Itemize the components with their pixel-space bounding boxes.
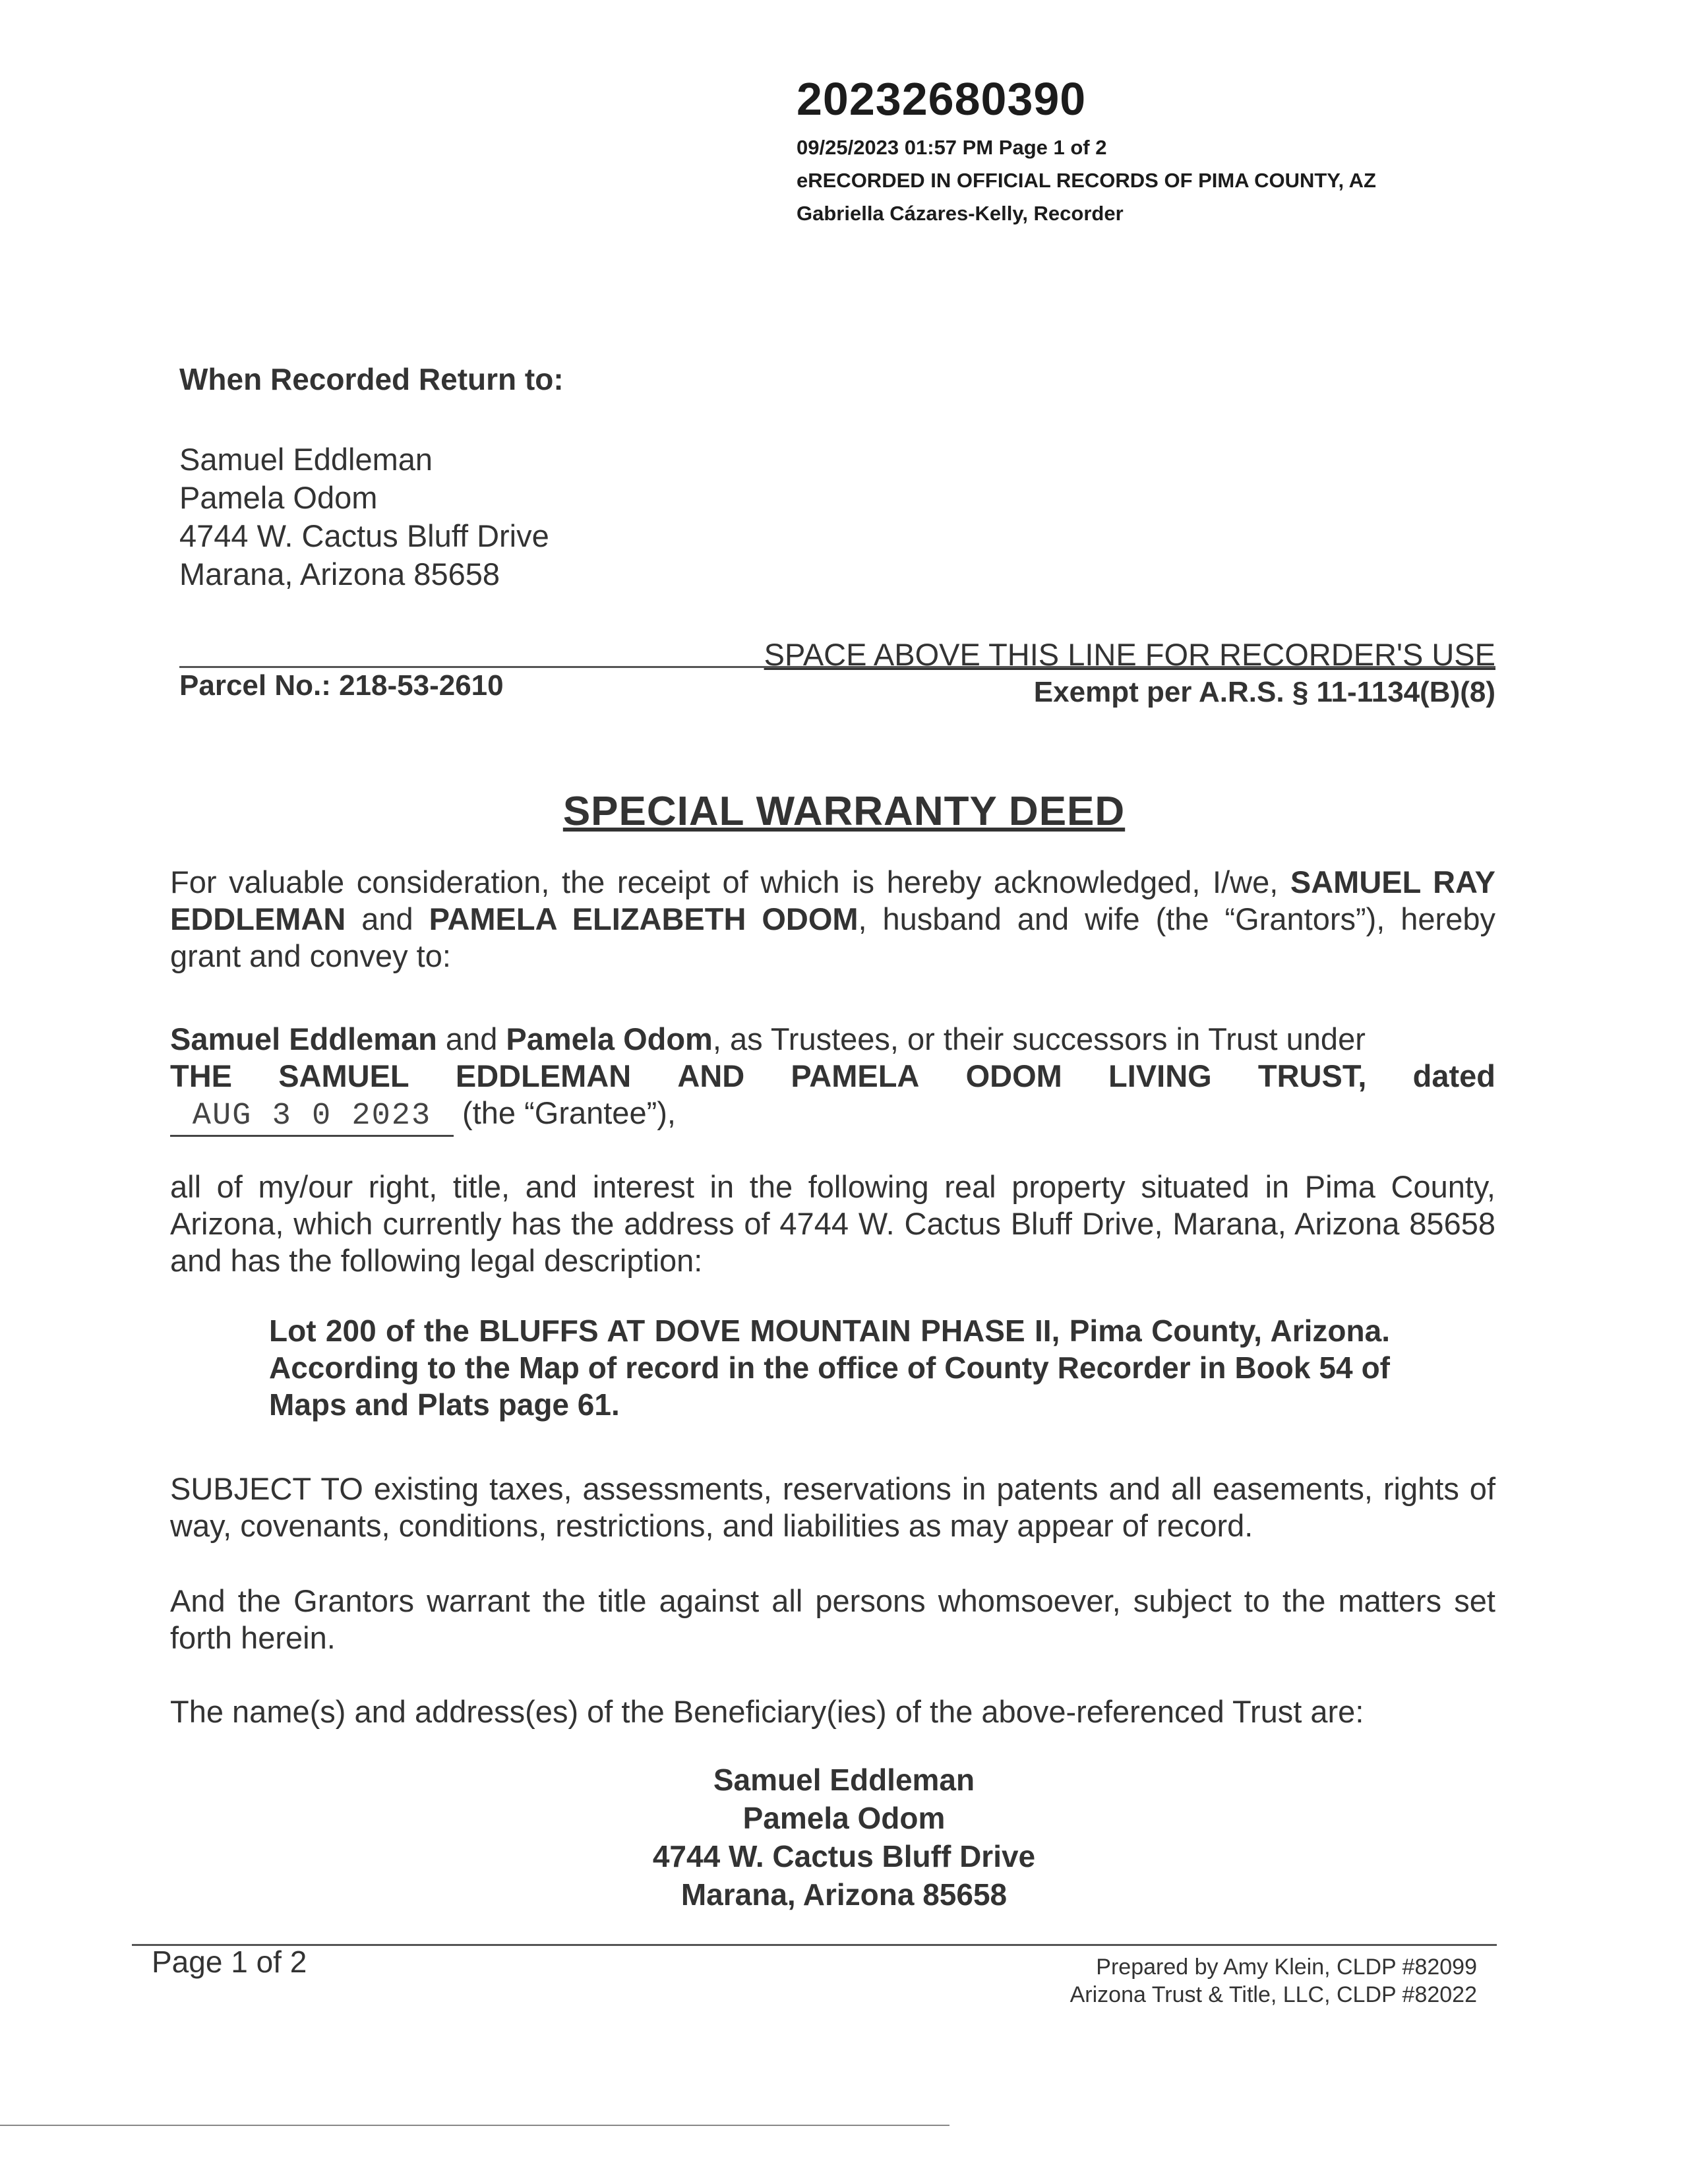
- return-to-line: 4744 W. Cactus Bluff Drive: [179, 518, 549, 553]
- grantee-text: (the “Grantee”),: [454, 1095, 676, 1130]
- preparer-info: [1070, 1953, 1477, 2009]
- trust-date-stamp: AUG 3 0 2023: [170, 1098, 454, 1137]
- trust-word: SAMUEL: [278, 1058, 409, 1093]
- beneficiary-line: Marana, Arizona 85658: [680, 1877, 1008, 1912]
- prepared-by: Prepared by Amy Klein, CLDP #82099: [1096, 1955, 1477, 1980]
- trust-word: PAMELA: [791, 1058, 920, 1093]
- recording-office: eRECORDED IN OFFICIAL RECORDS OF PIMA COUNTY, AZ: [797, 169, 1376, 192]
- recording-number: 20232680390: [797, 73, 1087, 125]
- legal-description: Lot 200 of the BLUFFS AT DOVE MOUNTAIN PHASE II, Pima County, Arizona. According to the Map of record in the office of County Recorder in Book 54 of Maps and Plats page 61.: [269, 1314, 1390, 1422]
- document-title: SPECIAL WARRANTY DEED: [562, 789, 1126, 834]
- recorders-use-divider: [179, 666, 1495, 668]
- grant-text: and: [346, 901, 429, 936]
- grant-paragraph: [170, 864, 1495, 975]
- recorder-name: Gabriella Cázares-Kelly, Recorder: [797, 202, 1124, 225]
- trustee-name-2: Pamela Odom: [506, 1021, 713, 1056]
- page-number: Page 1 of 2: [152, 1945, 307, 1979]
- trust-word: dated: [1412, 1058, 1495, 1093]
- return-to-line: Marana, Arizona 85658: [179, 557, 500, 592]
- grant-text: , husband and wife (the “Grantors”), hereby grant and convey to:: [170, 901, 1495, 973]
- return-to-line: Pamela Odom: [179, 480, 378, 515]
- trust-word: LIVING: [1108, 1058, 1212, 1093]
- beneficiary-line: Pamela Odom: [742, 1801, 946, 1835]
- return-to-heading: When Recorded Return to:: [179, 362, 564, 396]
- beneficiary-line: 4744 W. Cactus Bluff Drive: [652, 1839, 1036, 1873]
- grant-text: For valuable consideration, the receipt of which is hereby acknowledged, I/we,: [170, 864, 1290, 899]
- warranty-paragraph: And the Grantors warrant the title against all persons whomsoever, subject to the matters set forth herein.: [170, 1583, 1495, 1655]
- trust-word: TRUST,: [1257, 1058, 1367, 1093]
- grantee-paragraph: [170, 1021, 1495, 1137]
- grantor-name-2: PAMELA ELIZABETH ODOM: [429, 901, 859, 936]
- trustee-name-1: Samuel Eddleman: [170, 1021, 437, 1056]
- trust-word: ODOM: [965, 1058, 1062, 1093]
- property-paragraph: all of my/our right, title, and interest in the following real property situated in Pima County, Arizona, which currently has the address of 4744 W. Cactus Bluff Drive, Marana, Arizona 85658 and has the following legal description:: [170, 1169, 1495, 1278]
- preparer-company: Arizona Trust & Title, LLC, CLDP #82022: [1070, 1982, 1477, 2007]
- return-to-address: [179, 440, 549, 593]
- trust-word: AND: [677, 1058, 745, 1093]
- scan-artifact-line: [0, 2125, 950, 2126]
- grantee-text: , as Trustees, or their successors in Trust under: [712, 1021, 1366, 1056]
- parcel-number: Parcel No.: 218-53-2610: [179, 669, 504, 702]
- subject-to-paragraph: SUBJECT TO existing taxes, assessments, reservations in patents and all easements, rights of way, covenants, conditions, restrictions, and liabilities as may appear of record.: [170, 1471, 1495, 1543]
- footer-divider: [132, 1944, 1497, 1946]
- grantor-name-1: SAMUEL RAY EDDLEMAN: [170, 864, 1495, 936]
- trust-word: EDDLEMAN: [455, 1058, 632, 1093]
- trust-word: THE: [170, 1058, 232, 1093]
- recorders-use-label: SPACE ABOVE THIS LINE FOR RECORDER'S USE: [764, 637, 1495, 672]
- grantee-text: and: [437, 1021, 506, 1056]
- exemption-statute: Exempt per A.R.S. § 11-1134(B)(8): [1033, 676, 1495, 708]
- recording-datetime: 09/25/2023 01:57 PM Page 1 of 2: [797, 136, 1107, 159]
- return-to-line: Samuel Eddleman: [179, 442, 433, 477]
- beneficiary-intro: The name(s) and address(es) of the Beneficiary(ies) of the above-referenced Trust are:: [170, 1694, 1364, 1729]
- beneficiary-block: [0, 1761, 1688, 1914]
- beneficiary-line: Samuel Eddleman: [713, 1763, 975, 1797]
- trust-name-line: [170, 1058, 1495, 1095]
